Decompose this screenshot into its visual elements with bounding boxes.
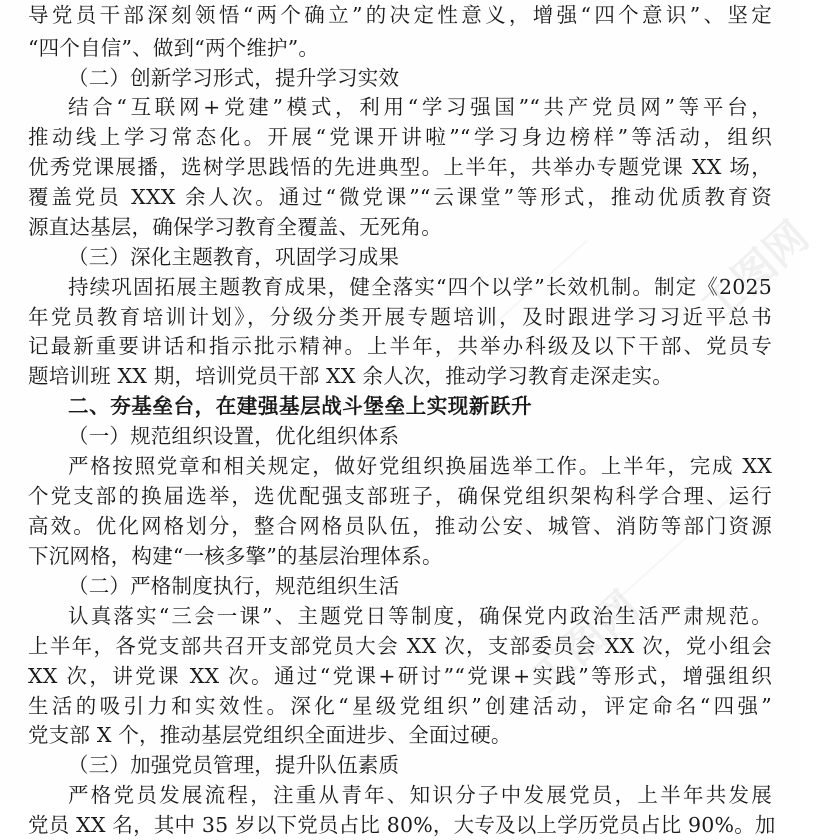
paragraph-line: 个党支部的换届选举，选优配强支部班子，确保党组织架构科学合理、运行 [28,484,772,508]
paragraph-line: 源直达基层，确保学习教育全覆盖、无死角。 [28,215,442,239]
subsection-heading: （二）创新学习形式，提升学习实效 [68,66,400,90]
subsection-heading: （三）深化主题教育，巩固学习成果 [68,245,400,269]
paragraph-line: 严格按照党章和相关规定，做好党组织换届选举工作。上半年，完成 XX [68,454,772,478]
paragraph-line: 生活的吸引力和实效性。深化“星级党组织”创建活动，评定命名“四强” [28,694,772,718]
paragraph-line: “四个自信”、做到“两个维护”。 [28,36,320,60]
paragraph-line: 题培训班 XX 期，培训党员干部 XX 余人次，推动学习教育走深走实。 [28,364,673,388]
paragraph-line: 年党员教育培训计划》，分级分类开展专题培训，及时跟进学习习近平总书 [28,305,772,329]
subsection-heading: （一）规范组织设置，优化组织体系 [68,424,400,448]
paragraph-line: 党支部 X 个，推动基层党组织全面进步、全面过硬。 [28,723,512,747]
paragraph-line: XX 次，讲党课 XX 次。通过“党课+研讨”“党课+实践”等形式，增强组织 [28,664,772,688]
paragraph-line: 记最新重要讲话和指示批示精神。上半年，共举办科级及以下干部、党员专 [28,334,772,358]
paragraph-line: 上半年，各党支部共召开支部党员大会 XX 次，支部委员会 XX 次，党小组会 [28,634,772,658]
paragraph-line: 严格党员发展流程，注重从青年、知识分子中发展党员，上半年共发展 [68,783,772,807]
section-heading: 二、夯基垒台，在建强基层战斗堡垒上实现新跃升 [68,394,533,418]
paragraph-line: 优秀党课展播，选树学思践悟的先进典型。上半年，共举办专题党课 XX 场， [28,155,772,179]
paragraph-line: 推动线上学习常态化。开展“党课开讲啦”“学习身边榜样”等活动，组织 [28,125,772,149]
paragraph-line: 下沉网格，构建“一核多擎”的基层治理体系。 [28,544,443,568]
watermark: 工图网 [691,211,818,333]
paragraph-line: 党员 XX 名，其中 35 岁以下党员占比 80%，大专及以上学历党员占比 90%。加 [28,813,776,837]
paragraph-line: 覆盖党员 XXX 余人次。通过“微党课”“云课堂”等形式，推动优质教育资 [28,185,772,209]
paragraph-line: 高效。优化网格划分，整合网格员队伍，推动公安、城管、消防等部门资源 [28,514,772,538]
paragraph-line: 持续巩固拓展主题教育成果，健全落实“四个以学”长效机制。制定《2025 [68,275,772,299]
paragraph-line: 导党员干部深刻领悟“两个确立”的决定性意义，增强“四个意识”、坚定 [28,3,772,27]
paragraph-line: 认真落实“三会一课”、主题党日等制度，确保党内政治生活严肃规范。 [68,604,772,628]
subsection-heading: （三）加强党员管理，提升队伍素质 [68,753,400,777]
subsection-heading: （二）严格制度执行，规范组织生活 [68,574,400,598]
watermark: 工图网 [521,581,648,703]
paragraph-line: 结合“互联网+党建”模式，利用“学习强国”“共产党员网”等平台， [68,95,772,119]
